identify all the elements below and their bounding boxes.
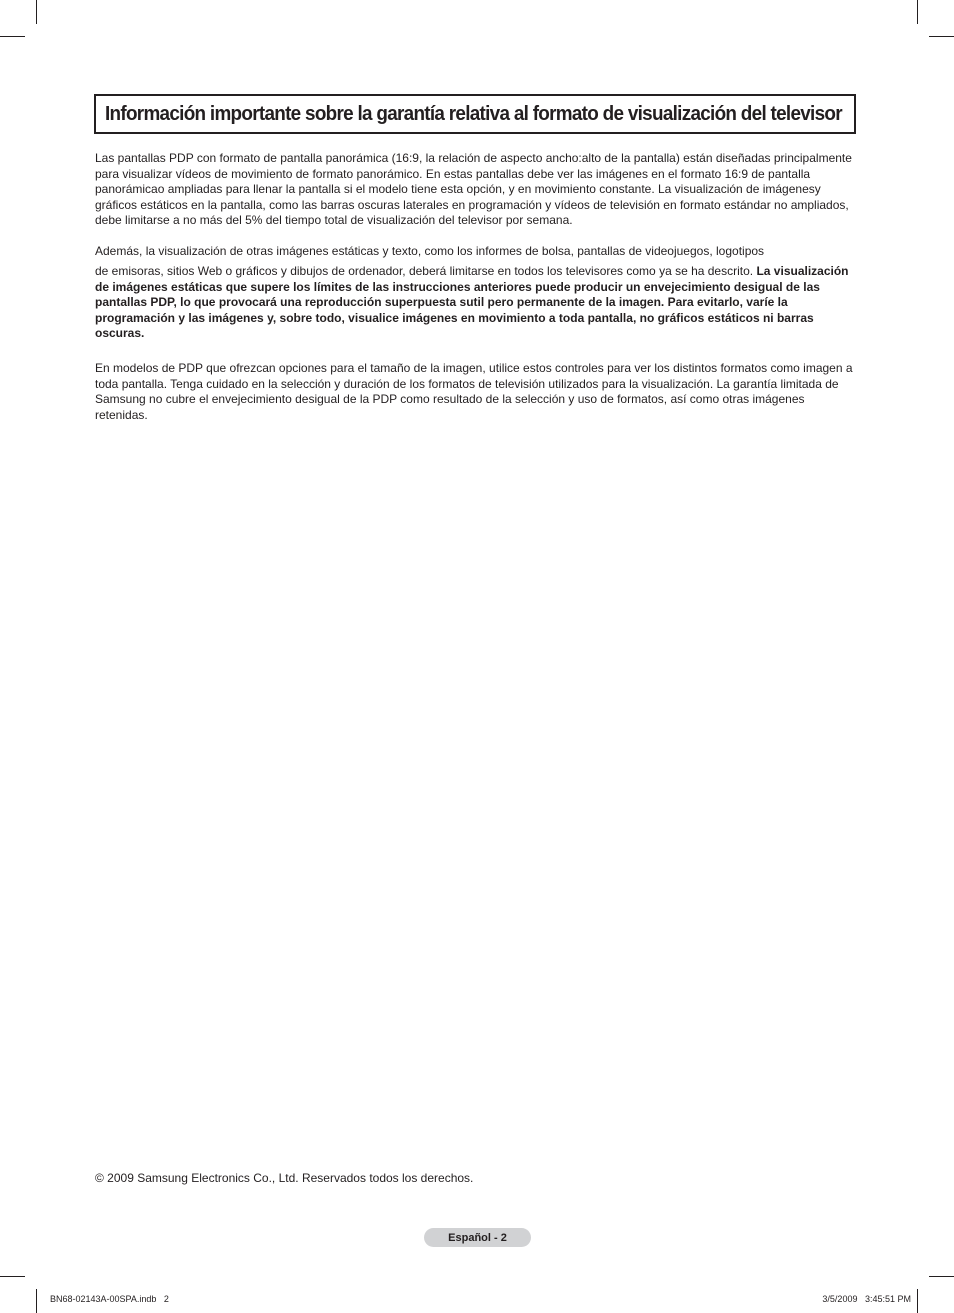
crop-mark-top-right-vertical xyxy=(917,0,918,24)
title-box xyxy=(94,94,856,134)
crop-mark-top-left-vertical xyxy=(36,0,37,24)
crop-mark-bottom-left-vertical xyxy=(36,1289,37,1313)
page-number-tab xyxy=(424,1228,531,1247)
copyright-notice: © 2009 Samsung Electronics Co., Ltd. Reservados todos los derechos. xyxy=(95,1171,474,1185)
crop-mark-bottom-right-horizontal xyxy=(929,1276,954,1277)
print-slug-filename: BN68-02143A-00SPA.indb 2 xyxy=(50,1294,169,1304)
crop-mark-bottom-left-horizontal xyxy=(0,1276,25,1277)
crop-mark-top-right-horizontal xyxy=(929,36,954,37)
paragraph-static-images xyxy=(95,264,855,342)
page-number-label: Español - 2 xyxy=(448,1231,507,1244)
print-slug-timestamp: 3/5/2009 3:45:51 PM xyxy=(822,1294,911,1304)
paragraph-static-images-line1: Además, la visualización de otras imágenes estáticas y texto, como los informes de bolsa, pantallas de videojuegos, logotipos xyxy=(95,244,765,258)
paragraph-static-images-normal: de emisoras, sitios Web o gráficos y dibujos de ordenador, deberá limitarse en todos los televisores como ya se ha descrito. xyxy=(95,264,754,278)
paragraph-picture-size-warranty: En modelos de PDP que ofrezcan opciones para el tamaño de la imagen, utilice estos controles para ver los distintos formatos como imagen a toda pantalla. Tenga cuidado en la selección y duración de los formatos de televisión utilizados para la visualización. La garantía limitada de Samsung no cubre el envejecimiento desigual de la PDP como resultado de la selección y uso de formatos, así como otras imágenes retenidas. xyxy=(95,361,853,422)
crop-mark-top-left-horizontal xyxy=(0,36,25,37)
paragraph-static-images-warning: La visualización de imágenes estáticas que supere los límites de las instrucciones anteriores puede producir un envejecimiento desigual de las pantallas PDP, lo que provocará una reproducción superpuesta sutil pero permanente de la imagen. Para evitarlo, varíe la programación y las imágenes y, sobre todo, visualice imágenes en movimiento a toda pantalla, no gráficos estáticos ni barras oscuras. xyxy=(95,264,849,340)
page-title: Información importante sobre la garantía relativa al formato de visualización del televisor xyxy=(105,102,842,125)
paragraph-widescreen-usage: Las pantallas PDP con formato de pantalla panorámica (16:9, la relación de aspecto ancho:alto de la pantalla) están diseñadas principalmente para visualizar vídeos de movimiento de formato panorámico. En estas pantallas debe ver las imágenes en el formato 16:9 de pantalla panorámicao ampliadas para llenar la pantalla si el modelo tiene esta opción, y en movimiento constante. La visualización de imágenesy gráficos estáticos en la pantalla, como las barras oscuras laterales en programación y vídeos de televisión en formato estándar no ampliados, debe limitarse a no más del 5% del tiempo total de visualización del televisor por semana. xyxy=(95,151,852,227)
crop-mark-bottom-right-vertical xyxy=(917,1289,918,1313)
